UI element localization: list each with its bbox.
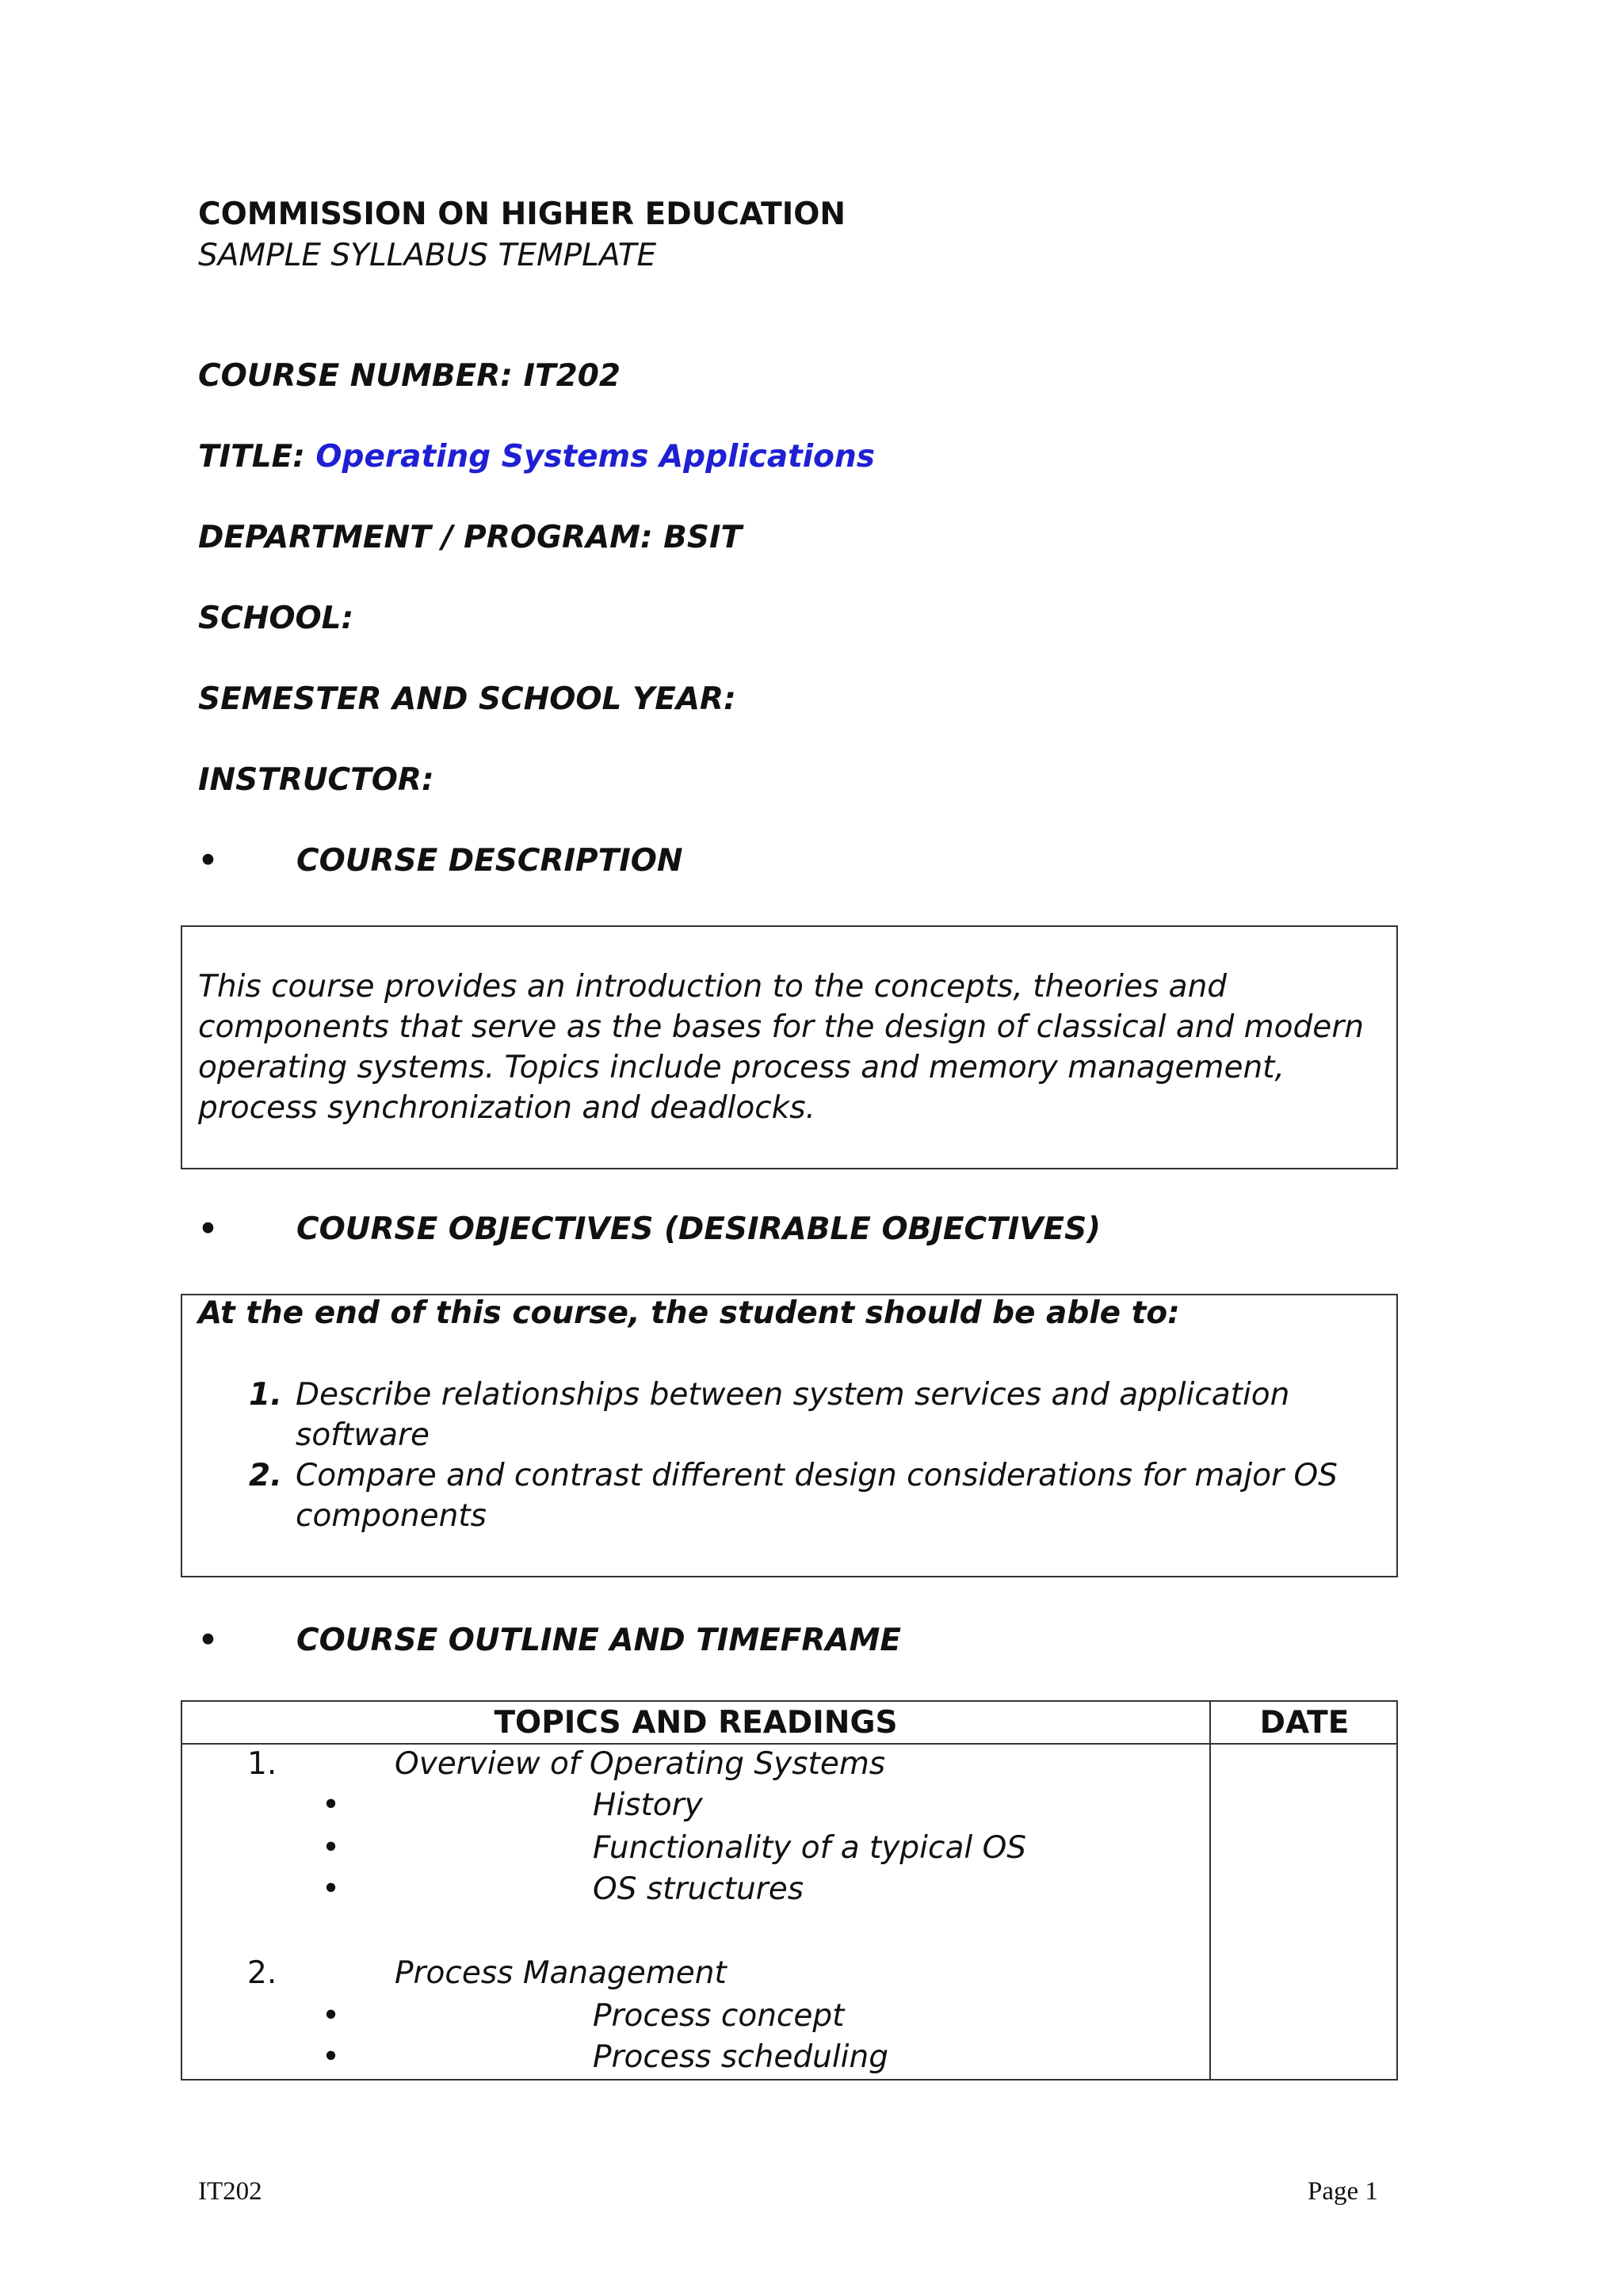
bullet-icon: • [198, 1623, 218, 1658]
description-heading [198, 843, 683, 879]
date-column-header: DATE [1259, 1705, 1350, 1741]
objective-item [182, 1455, 1396, 1536]
organization-heading: COMMISSION ON HIGHER EDUCATION [198, 196, 846, 232]
subtopic: History [593, 1787, 703, 1823]
course-title-value: Operating Systems Applications [315, 439, 875, 475]
course-number-field: COURSE NUMBER: IT202 [198, 358, 621, 394]
description-box [181, 925, 1398, 1169]
instructor-field: INSTRUCTOR: [198, 762, 434, 798]
bullet-icon: • [322, 1998, 341, 2034]
footer-course-code: IT202 [198, 2177, 262, 2206]
table-divider [1209, 1702, 1211, 2079]
bullet-icon: • [322, 2039, 341, 2075]
table-divider [182, 1743, 1396, 1745]
bullet-icon: • [198, 1211, 218, 1247]
footer-page-number: Page 1 [1308, 2177, 1378, 2206]
topics-column-header: TOPICS AND READINGS [494, 1705, 898, 1741]
bullet-icon: • [322, 1830, 341, 1866]
outline-table [181, 1700, 1398, 2081]
objective-number: 1. [249, 1377, 282, 1413]
description-heading-text: COURSE DESCRIPTION [296, 843, 683, 879]
objective-text: Compare and contrast different design considerations for major OS components [296, 1458, 1338, 1534]
objective-item [182, 1375, 1396, 1455]
document-subtitle: SAMPLE SYLLABUS TEMPLATE [198, 238, 657, 273]
bullet-icon: • [322, 1787, 341, 1823]
objective-text: Describe relationships between system services and application software [296, 1377, 1290, 1453]
school-field: SCHOOL: [198, 601, 354, 636]
objective-number: 2. [249, 1458, 282, 1493]
bullet-icon: • [198, 843, 218, 879]
objectives-heading [198, 1211, 1101, 1247]
objectives-list [182, 1375, 1396, 1536]
topic-title: Overview of Operating Systems [395, 1746, 886, 1782]
subtopic: Functionality of a typical OS [593, 1830, 1027, 1866]
subtopic: Process scheduling [593, 2039, 888, 2075]
outline-heading-text: COURSE OUTLINE AND TIMEFRAME [296, 1623, 902, 1658]
description-text: This course provides an introduction to the concepts, theories and components that serve as the bases for the design of classical and modern operating systems. Topics include process and memory management, process synchronization and deadlocks. [198, 969, 1364, 1126]
department-field: DEPARTMENT / PROGRAM: BSIT [198, 520, 743, 555]
topic-number: 1. [247, 1746, 277, 1782]
subtopic: Process concept [593, 1998, 845, 2034]
objectives-intro: At the end of this course, the student should be able to: [198, 1295, 1180, 1331]
title-field [198, 439, 875, 475]
objectives-box [181, 1294, 1398, 1577]
semester-field: SEMESTER AND SCHOOL YEAR: [198, 681, 736, 717]
subtopic: OS structures [593, 1871, 804, 1907]
objectives-heading-text: COURSE OBJECTIVES (DESIRABLE OBJECTIVES) [296, 1211, 1101, 1247]
bullet-icon: • [322, 1871, 341, 1907]
outline-heading [198, 1623, 901, 1658]
topic-title: Process Management [395, 1955, 727, 1991]
topic-number: 2. [247, 1955, 277, 1991]
title-label: TITLE: [198, 439, 305, 475]
